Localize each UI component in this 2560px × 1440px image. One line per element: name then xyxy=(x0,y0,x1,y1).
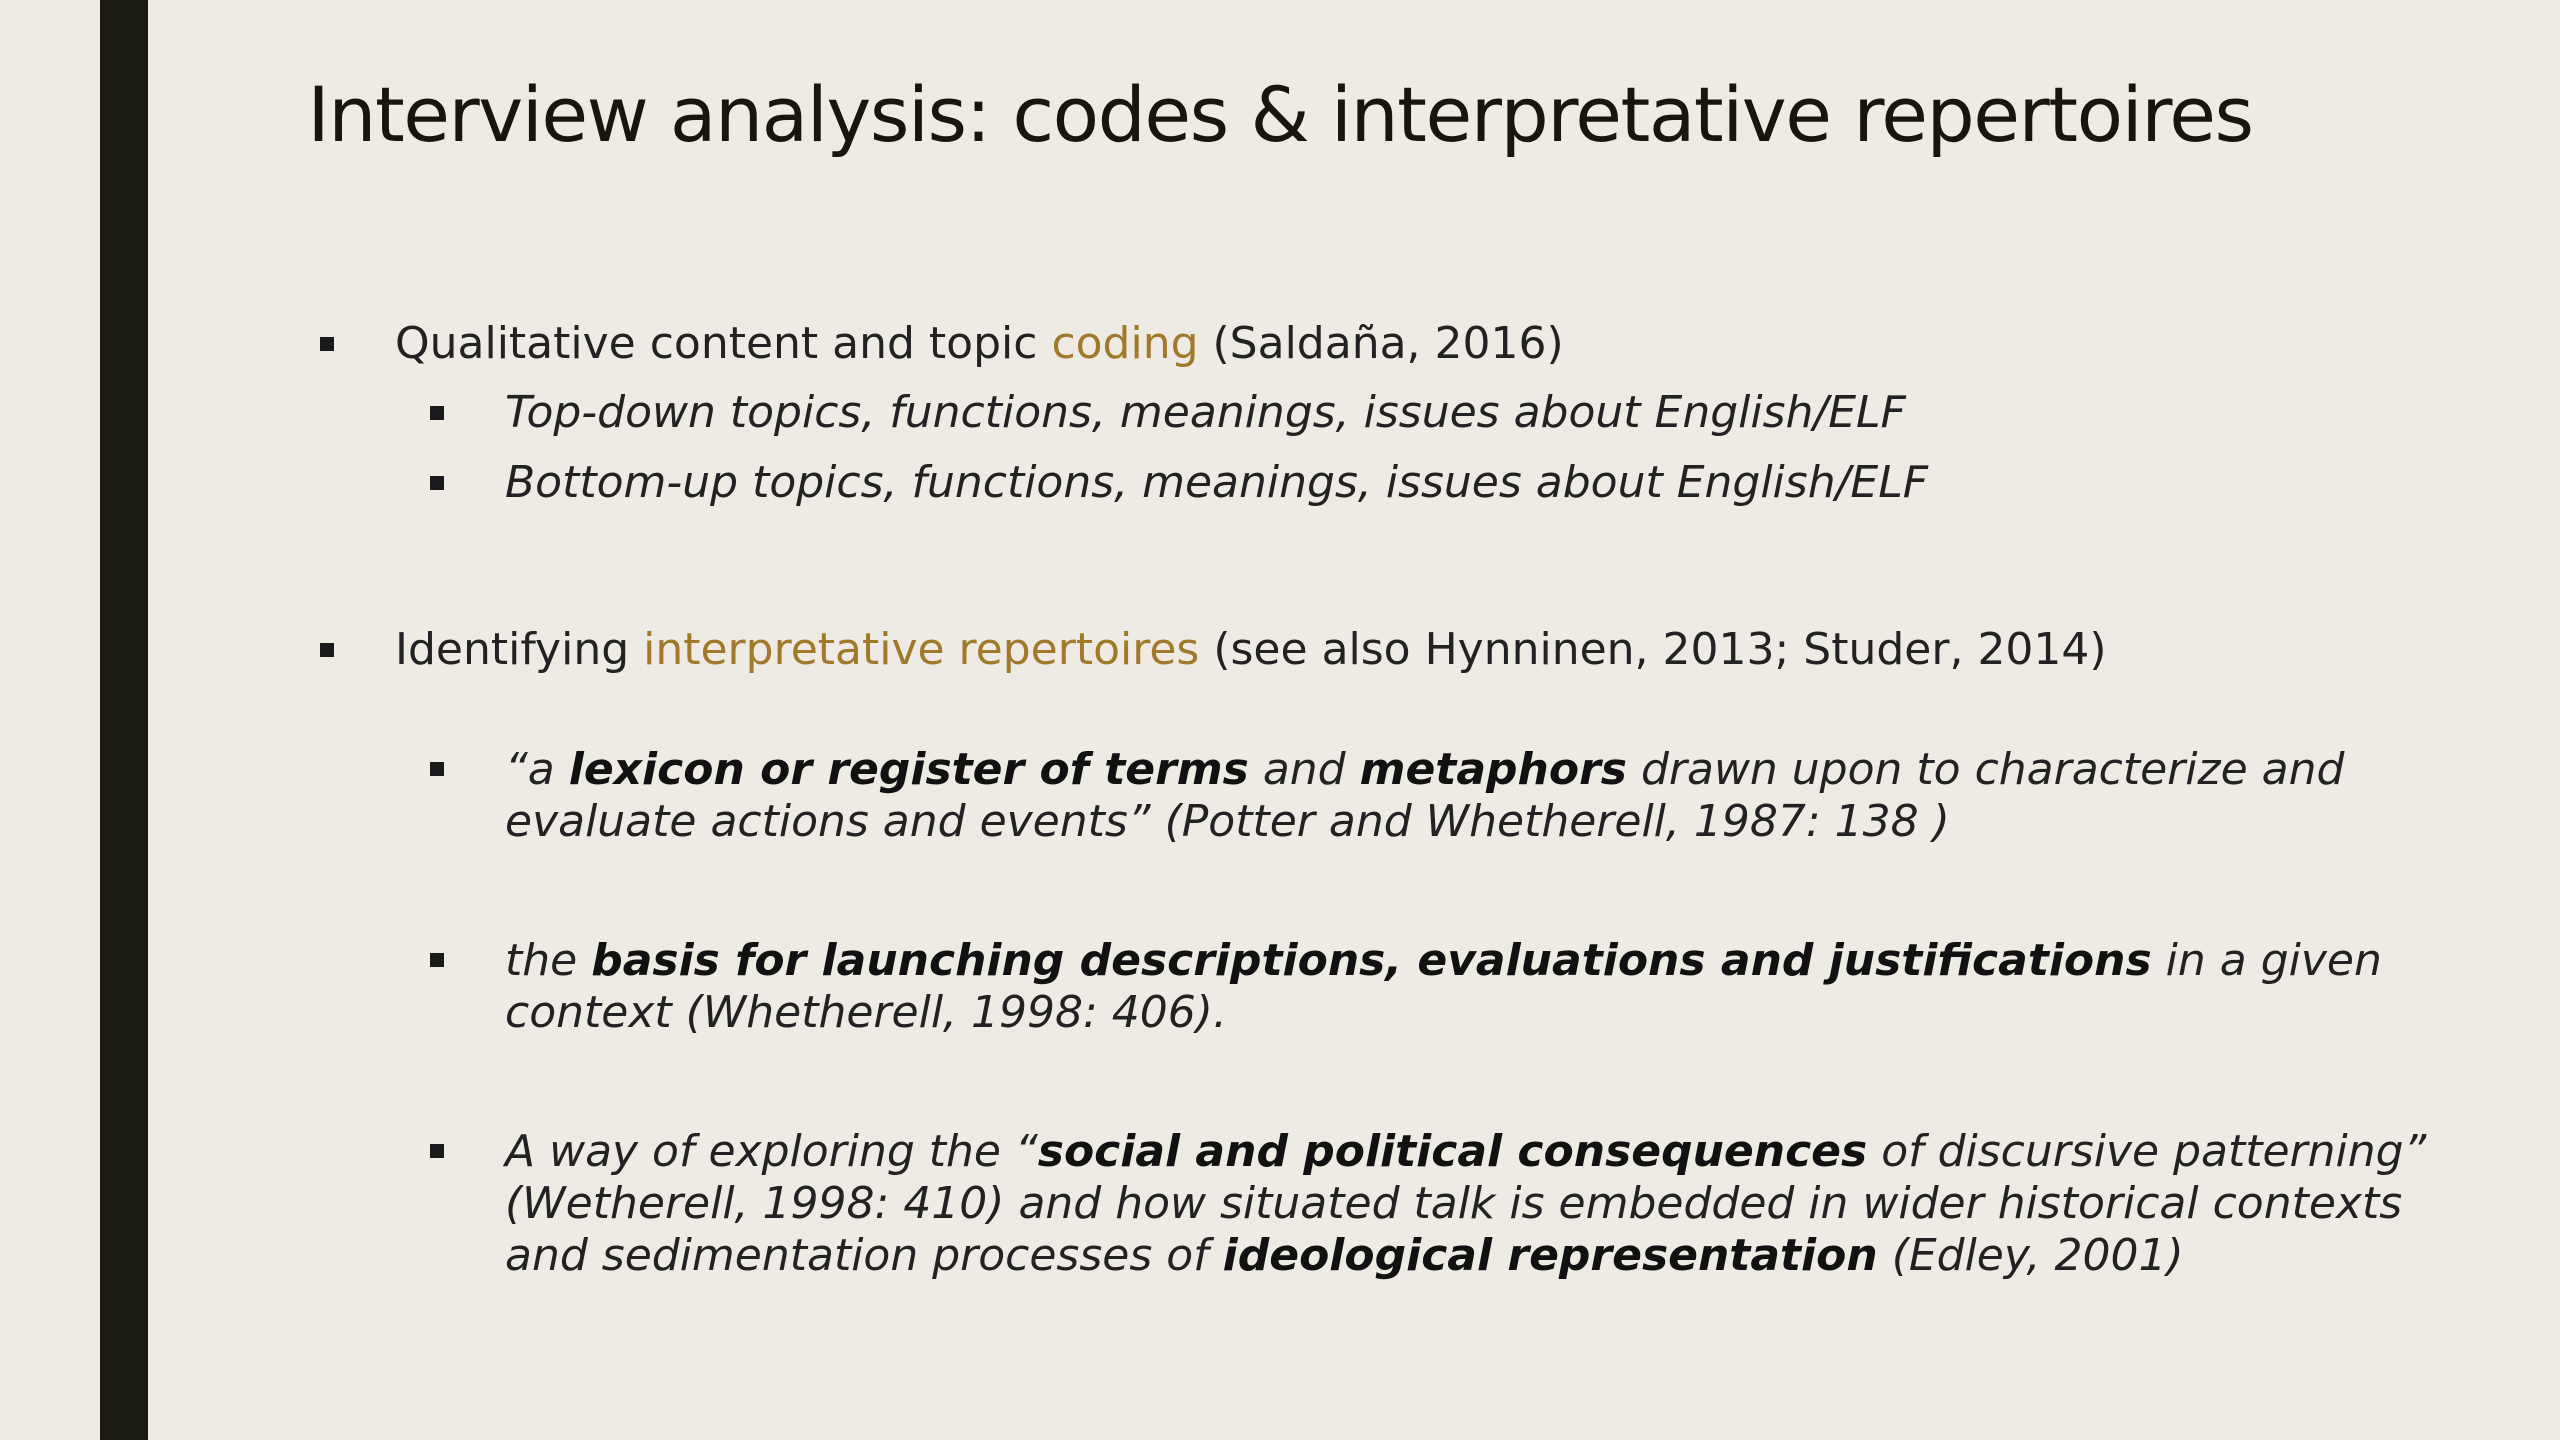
bullet-coding-text: Qualitative content and topic xyxy=(395,318,1052,369)
definition-text: drawn upon to characterize and evaluate actions and events” (Potter and Whetherell, 1987: 138 ) xyxy=(505,744,2345,847)
exploring-text: of discursive patterning” (Wetherell, 1998: 410) and how situated talk is embedded in wider historical contexts and sedimentation processes of xyxy=(505,1126,2427,1281)
bullet-coding-citation: (Saldaña, 2016) xyxy=(1198,318,1564,369)
definition-text: and xyxy=(1248,744,1360,795)
exploring-bold-consequences: social and political consequences xyxy=(1037,1126,1868,1177)
bullet-square-icon xyxy=(430,762,444,776)
sidebar-accent-bar xyxy=(100,0,148,1440)
bullet-square-icon xyxy=(430,406,444,420)
bullet-repertoires-text: Identifying xyxy=(395,624,644,675)
exploring-bold-ideological: ideological representation xyxy=(1222,1230,1878,1281)
bullet-repertoires-citation: (see also Hynninen, 2013; Studer, 2014) xyxy=(1199,624,2107,675)
exploring-text: (Edley, 2001) xyxy=(1877,1230,2184,1281)
sub-bullet-bottom-up: Bottom-up topics, functions, meanings, issues about English/ELF xyxy=(505,457,1929,508)
bullet-coding xyxy=(395,318,1564,370)
basis-text: in a given context (Whetherell, 1998: 406). xyxy=(505,935,2382,1038)
definition-text: “a xyxy=(505,744,569,795)
basis-bold: basis for launching descriptions, evaluations and justifications xyxy=(591,935,2152,986)
bullet-coding-highlight: coding xyxy=(1051,318,1199,369)
bullet-repertoires-highlight: interpretative repertoires xyxy=(643,624,1200,675)
sub-bullet-basis xyxy=(505,935,2485,1039)
definition-bold-metaphors: metaphors xyxy=(1359,744,1627,795)
bullet-repertoires xyxy=(395,624,2107,676)
sub-bullet-top-down: Top-down topics, functions, meanings, issues about English/ELF xyxy=(505,387,1906,438)
bullet-square-icon xyxy=(320,643,334,657)
bullet-square-icon xyxy=(320,337,334,351)
bullet-square-icon xyxy=(430,953,444,967)
exploring-text: A way of exploring the “ xyxy=(505,1126,1038,1177)
sub-bullet-definition xyxy=(505,744,2485,848)
sub-bullet-exploring xyxy=(505,1126,2485,1282)
definition-bold-lexicon: lexicon or register of terms xyxy=(568,744,1249,795)
bullet-square-icon xyxy=(430,476,444,490)
bullet-square-icon xyxy=(430,1144,444,1158)
basis-text: the xyxy=(505,935,592,986)
slide-title: Interview analysis: codes & interpretative repertoires xyxy=(307,70,2253,159)
